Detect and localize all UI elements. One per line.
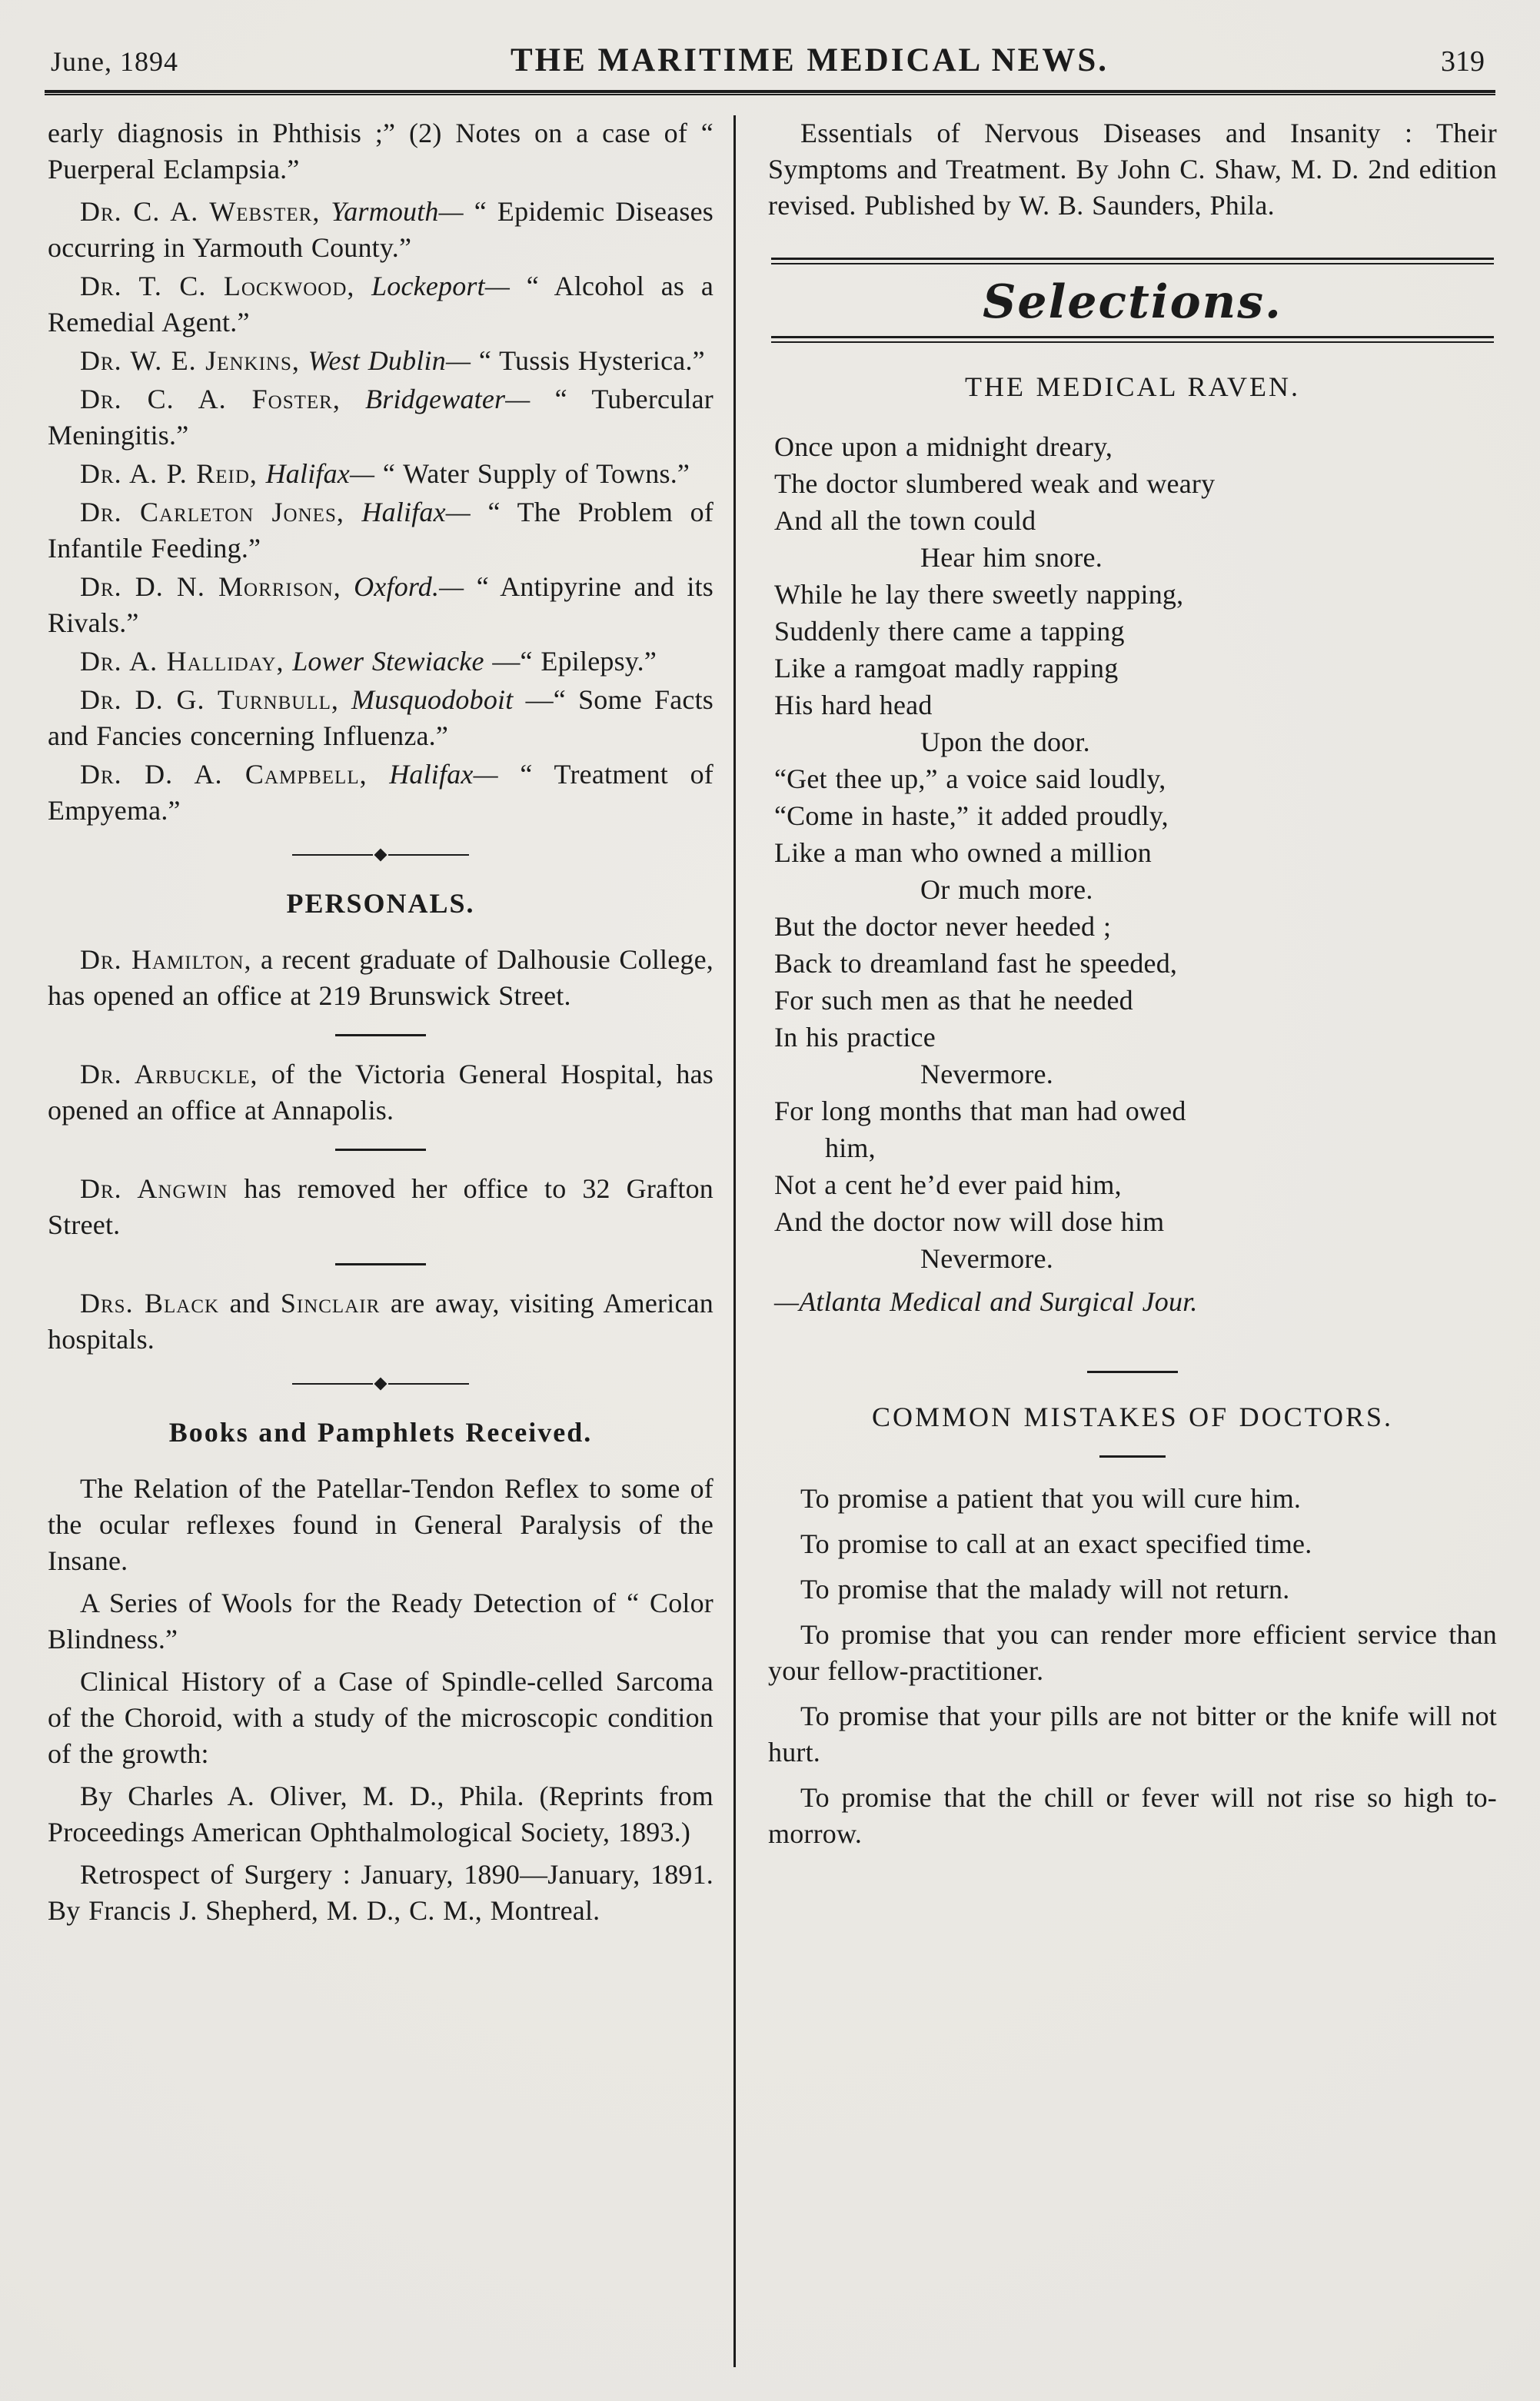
poem-line: But the doctor never heeded ; <box>774 911 1112 942</box>
place-name: Bridgewater— <box>365 384 531 414</box>
personal-text: a recent graduate of Dalhousie College, has opened an office at 219 Brunswick Street. <box>48 944 714 1011</box>
paper-topic: —“ Some Facts and Fancies concerning Influenza.” <box>48 684 713 751</box>
place-name: Halifax— <box>389 759 498 790</box>
poem-line: Like a man who owned a million <box>774 837 1152 868</box>
personal-item <box>48 1285 713 1358</box>
columns <box>0 95 1540 2367</box>
personal-text: and <box>229 1288 271 1319</box>
poem-line: Back to dreamland fast he speeded, <box>774 948 1178 979</box>
left-column <box>48 115 733 2367</box>
poem-line: Upon the door. <box>920 727 1090 757</box>
poem-line: For long months that man had owed <box>774 1096 1186 1126</box>
presentation-entry <box>48 381 713 454</box>
section-divider <box>1087 1371 1178 1373</box>
paper-topic: —“ Epilepsy.” <box>492 646 657 677</box>
place-name: Halifax— <box>361 497 471 527</box>
presentation-entry <box>48 456 713 492</box>
book-received: Retrospect of Surgery : January, 1890—January, 1891. By Francis J. Shepherd, M. D., C. M., Montreal. <box>48 1859 713 1926</box>
poem-line: Like a ramgoat madly rapping <box>774 653 1119 683</box>
presentation-entry <box>48 343 713 379</box>
page-header <box>0 0 1540 90</box>
ornament-line <box>292 1383 373 1385</box>
mistake-item: To promise that the malady will not return. <box>800 1574 1290 1605</box>
heading-underline <box>1099 1455 1166 1458</box>
paper-topic: “ Water Supply of Towns.” <box>382 458 690 489</box>
place-name: Halifax— <box>265 458 375 489</box>
poem-line: The doctor slumbered weak and weary <box>774 468 1216 499</box>
mistakes-heading: COMMON MISTAKES OF DOCTORS. <box>871 1402 1394 1432</box>
personal-text: of the Victoria General Hospital, has opened an office at Annapolis. <box>48 1059 714 1126</box>
paper-topic: “ Tussis Hysterica.” <box>478 345 705 376</box>
poem-line: And the doctor now will dose him <box>774 1206 1165 1237</box>
diamond-icon <box>374 849 387 862</box>
mistake-item: To promise to call at an exact specified time. <box>800 1528 1312 1559</box>
personal-item <box>48 942 713 1014</box>
poem-line: For such men as that he needed <box>774 985 1133 1016</box>
place-name: West Dublin— <box>308 345 471 376</box>
raven-heading: THE MEDICAL RAVEN. <box>965 371 1300 402</box>
personal-text: has removed her office to 32 Grafton Street. <box>48 1173 713 1240</box>
doctor-name: Dr. D. N. Morrison, <box>80 571 341 602</box>
selections-rule-bottom <box>771 336 1494 343</box>
paper-topic: “ Treatment of Empyema.” <box>48 759 713 826</box>
doctor-name: Dr. A. Halliday, <box>80 646 284 677</box>
place-name: Lower Stewiacke <box>292 646 484 677</box>
doctor-name: Dr. D. G. Turnbull, <box>80 684 339 715</box>
place-name: Musquodoboit <box>351 684 514 715</box>
selections-rule-top <box>771 258 1494 264</box>
paper-topic: “ Alcohol as a Remedial Agent.” <box>48 271 713 338</box>
poem-line: “Get thee up,” a voice said loudly, <box>774 763 1166 794</box>
header-rule <box>45 90 1495 95</box>
personal-item <box>48 1056 713 1129</box>
diamond-icon <box>374 1378 387 1391</box>
place-name: Yarmouth— <box>331 196 464 227</box>
presentation-entry <box>48 682 713 754</box>
doctor-name: Dr. A. P. Reid, <box>80 458 258 489</box>
presentation-entry <box>48 569 713 641</box>
poem-line: His hard head <box>774 690 933 720</box>
poem-line: Not a cent he’d ever paid him, <box>774 1169 1122 1200</box>
personal-item <box>48 1171 713 1243</box>
poem-line: Hear him snore. <box>920 542 1103 573</box>
doctor-name: Dr. Hamilton, <box>80 944 252 975</box>
paper-topic: “ Tubercular Meningitis.” <box>48 384 713 451</box>
poem <box>774 428 1497 1320</box>
poem-line: While he lay there sweetly napping, <box>774 579 1184 610</box>
mistake-item: To promise a patient that you will cure him. <box>800 1483 1302 1514</box>
ornament-line <box>388 1383 469 1385</box>
ornament-line <box>388 854 469 856</box>
personals-heading: PERSONALS. <box>286 888 475 919</box>
selections-heading: Selections. <box>983 275 1282 329</box>
poem-attribution: —Atlanta Medical and Surgical Jour. <box>774 1286 1198 1317</box>
right-column <box>736 115 1497 2367</box>
book-notice: Essentials of Nervous Diseases and Insanity : Their Symptoms and Treatment. By John C. Shaw, M. D. 2nd edition revised. Published by W. B. Saunders, Phila. <box>768 118 1497 221</box>
poem-line: Or much more. <box>920 874 1093 905</box>
ornament-line <box>292 854 373 856</box>
book-received: The Relation of the Patellar-Tendon Reflex to some of the ocular reflexes found in General Paralysis of the Insane. <box>48 1473 713 1576</box>
doctor-name: Dr. Carleton Jones, <box>80 497 344 527</box>
presentation-entry <box>48 194 713 266</box>
doctor-name: Dr. T. C. Lockwood, <box>80 271 355 301</box>
doctor-name: Dr. W. E. Jenkins, <box>80 345 300 376</box>
item-divider <box>335 1034 426 1036</box>
poem-line: “Come in haste,” it added proudly, <box>774 800 1169 831</box>
page-number: 319 <box>1441 45 1485 78</box>
mistake-item: To promise that you can render more efficient service than your fellow-practitioner. <box>768 1619 1497 1686</box>
continued-paragraph: early diagnosis in Phthisis ;” (2) Notes on a case of “ Puerperal Eclampsia.” <box>48 118 713 185</box>
presentation-entry <box>48 268 713 341</box>
poem-line: him, <box>825 1132 876 1163</box>
presentation-entry <box>48 494 713 567</box>
presentation-entry <box>48 757 713 829</box>
personal-text: are away, visiting American hospitals. <box>48 1288 713 1355</box>
paper-topic: “ Antipyrine and its Rivals.” <box>48 571 714 638</box>
presentation-entry <box>48 643 713 680</box>
poem-line: Once upon a midnight dreary, <box>774 431 1113 462</box>
issue-date: June, 1894 <box>51 46 178 77</box>
doctor-name: Drs. Black <box>80 1288 220 1319</box>
doctor-name: Sinclair <box>280 1288 381 1319</box>
doctor-name: Dr. C. A. Foster, <box>80 384 341 414</box>
book-received: A Series of Wools for the Ready Detection of “ Color Blindness.” <box>48 1588 713 1654</box>
books-heading: Books and Pamphlets Received. <box>168 1417 593 1448</box>
mistake-item: To promise that your pills are not bitter or the knife will not hurt. <box>768 1701 1497 1767</box>
poem-line: Nevermore. <box>920 1059 1053 1089</box>
journal-title: THE MARITIME MEDICAL NEWS. <box>510 42 1109 78</box>
book-received: Clinical History of a Case of Spindle-celled Sarcoma of the Choroid, with a study of the microscopic condition of the growth: <box>48 1666 713 1769</box>
book-received: By Charles A. Oliver, M. D., Phila. (Reprints from Proceedings American Ophthalmological Society, 1893.) <box>48 1781 713 1847</box>
paper-topic: “ Epidemic Diseases occurring in Yarmouth County.” <box>48 196 713 263</box>
doctor-name: Dr. D. A. Campbell, <box>80 759 368 790</box>
ornament-divider <box>292 1379 469 1388</box>
poem-line: Nevermore. <box>920 1243 1053 1274</box>
mistake-item: To promise that the chill or fever will not rise so high to-morrow. <box>768 1782 1497 1849</box>
poem-line: In his practice <box>774 1022 936 1053</box>
place-name: Oxford.— <box>354 571 464 602</box>
doctor-name: Dr. Angwin <box>80 1173 228 1204</box>
item-divider <box>335 1149 426 1151</box>
doctor-name: Dr. Arbuckle, <box>80 1059 258 1089</box>
ornament-divider <box>292 850 469 860</box>
item-divider <box>335 1263 426 1265</box>
place-name: Lockeport— <box>371 271 511 301</box>
poem-line: And all the town could <box>774 505 1036 536</box>
poem-line: Suddenly there came a tapping <box>774 616 1125 647</box>
doctor-name: Dr. C. A. Webster, <box>80 196 321 227</box>
paper-topic: “ The Problem of Infantile Feeding.” <box>48 497 714 564</box>
